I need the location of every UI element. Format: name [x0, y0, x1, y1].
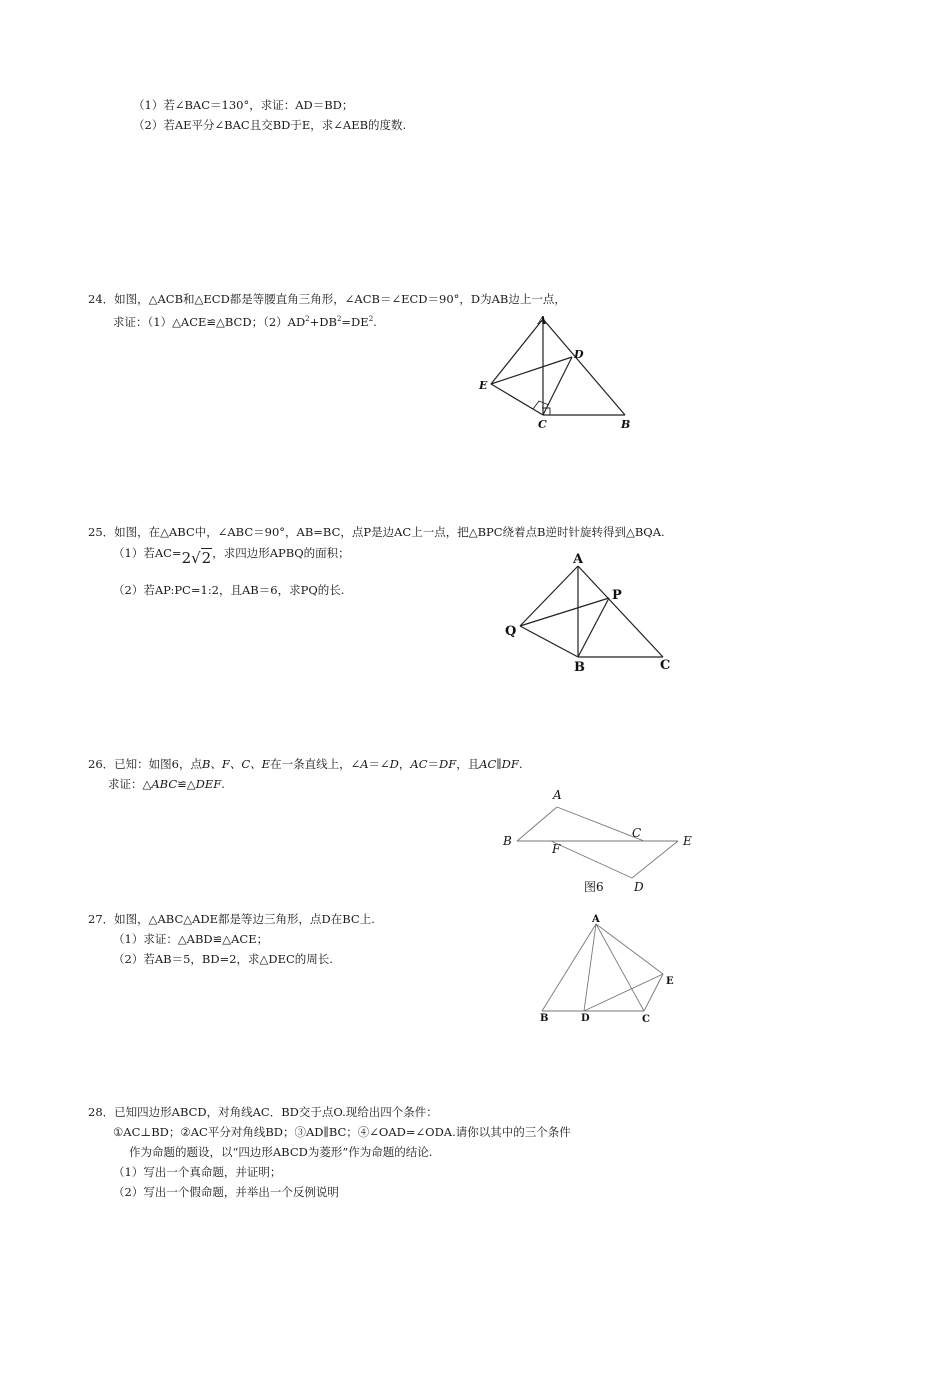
q25-label-a: A: [573, 552, 584, 567]
q24-label-b: B: [621, 418, 631, 431]
q25-label-b: B: [574, 660, 585, 675]
q28-part1: （1）写出一个真命题，并证明；: [113, 1165, 282, 1179]
q24-line1: 24．如图，△ACB和△ECD都是等腰直角三角形，∠ACB＝∠ECD＝90°，D为AB边上一点，: [88, 292, 566, 306]
q24-label-c: C: [538, 418, 547, 431]
q25-part1: （1）若AC=2√2，求四边形APBQ的面积；: [113, 546, 350, 567]
q24-label-e: E: [479, 379, 488, 392]
q27-figure: [530, 908, 690, 1030]
q26-caption: 图6: [584, 880, 604, 894]
q24-label-a: A: [538, 314, 547, 327]
q27-label-d: D: [581, 1013, 590, 1024]
q26-label-c: C: [632, 826, 642, 840]
q23-part1: （1）若∠BAC＝130°，求证：AD＝BD；: [133, 98, 354, 112]
q28-part2: （2）写出一个假命题，并举出一个反例说明: [113, 1185, 339, 1199]
q28-line2: ①AC⊥BD；②AC平分对角线BD；③AD∥BC；④∠OAD=∠ODA.请你以其中的三个条件: [113, 1125, 571, 1139]
q25-label-p: P: [612, 588, 622, 603]
q27-label-b: B: [540, 1013, 549, 1024]
q26-figure: [495, 785, 705, 900]
q25-label-c: C: [660, 658, 671, 673]
q24-figure: [470, 312, 640, 434]
q27-line1: 27．如图，△ABC△ADE都是等边三角形，点D在BC上.: [88, 912, 375, 926]
q26-label-d: D: [634, 880, 644, 894]
q23-part2: （2）若AE平分∠BAC且交BD于E，求∠AEB的度数.: [133, 118, 407, 132]
q25-sqrt-expression: 2√2: [181, 549, 212, 567]
q27-label-c: C: [642, 1014, 650, 1025]
q24-label-d: D: [574, 348, 584, 361]
q28-line3: 作为命题的题设，以“四边形ABCD为菱形”作为命题的结论.: [129, 1145, 433, 1159]
q27-part2: （2）若AB＝5，BD=2，求△DEC的周长.: [113, 952, 333, 966]
q27-part1: （1）求证：△ABD≌△ACE；: [113, 932, 269, 946]
q25-figure: [500, 550, 680, 675]
q26-line1: 26．已知：如图6，点B、F、C、E在一条直线上，∠A＝∠D，AC＝DF，且AC∥DF.: [88, 757, 523, 771]
q28-line1: 28．已知四边形ABCD，对角线AC．BD交于点O.现给出四个条件：: [88, 1105, 438, 1119]
q26-label-e: E: [683, 834, 692, 848]
q25-part2: （2）若AP:PC=1:2，且AB＝6，求PQ的长.: [113, 583, 345, 597]
q27-label-e: E: [666, 976, 674, 987]
q26-label-b: B: [503, 834, 512, 848]
q26-line2: 求证：△ABC≌△DEF.: [108, 777, 225, 791]
q26-label-f: F: [552, 842, 561, 856]
q27-label-a: A: [592, 914, 600, 925]
q25-label-q: Q: [505, 624, 517, 639]
q26-label-a: A: [553, 788, 562, 802]
q25-line1: 25．如图，在△ABC中，∠ABC＝90°，AB=BC，点P是边AC上一点，把△BPC绕着点B逆时针旋转得到△BQA.: [88, 525, 665, 539]
q24-line2: 求证：（1）△ACE≌△BCD；$(2)AD^2+DB^2=DE^2$.: [113, 314, 377, 329]
